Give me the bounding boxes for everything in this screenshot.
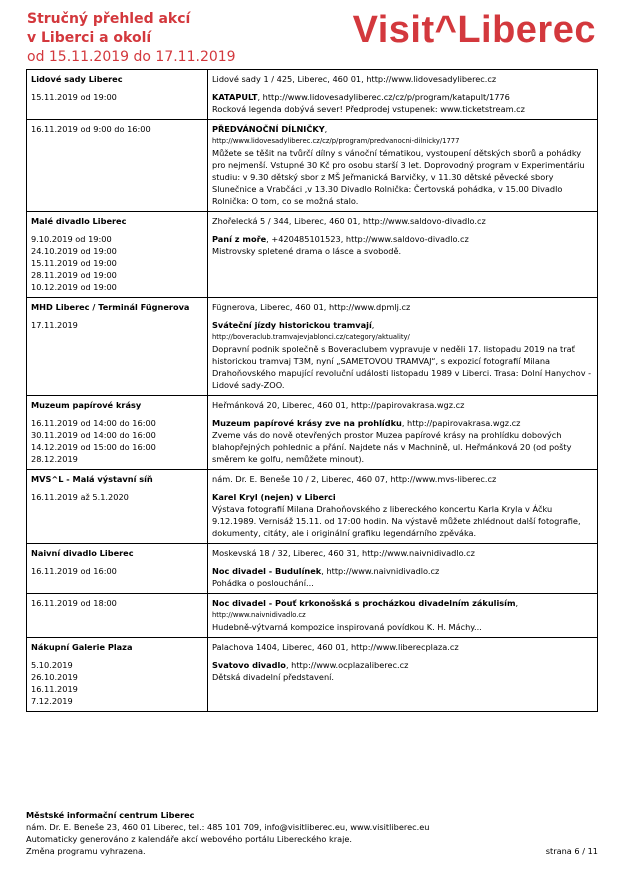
venue-name: Muzeum papírové krásy (31, 400, 142, 410)
event-date-cell (27, 70, 208, 120)
footer (26, 809, 598, 857)
title-line-2: v Liberci a okolí (27, 30, 152, 46)
event-date-cell (27, 298, 208, 396)
venue-name: MHD Liberec / Terminál Fügnerova (31, 302, 190, 312)
footer-organization: Městské informační centrum Liberec (26, 810, 195, 820)
event-title-line (212, 123, 593, 135)
event-date: 28.12.2019 (31, 454, 78, 464)
venue-address: Moskevská 18 / 32, Liberec, 460 31, http://www.naivnidivadlo.cz (212, 548, 475, 558)
title-date-range: od 15.11.2019 do 17.11.2019 (27, 49, 236, 65)
event-description: Dětská divadelní představení. (212, 672, 335, 682)
event-info-cell (208, 120, 598, 212)
event-title-line (212, 597, 593, 609)
event-date: 9.10.2019 od 19:00 (31, 234, 112, 244)
events-table (26, 69, 598, 712)
event-description: Výstava fotografií Milana Drahoňovského z libereckého koncertu Karla Kryla v Áčku 9.12.1989. Vernisáž 15.11. od 17:00 hodin. Na výstavě můžete zhlédnout další fotografie, dokumenty, citáty, ale i originální grafiku legendárního zpěváka. (212, 504, 581, 538)
event-date: 17.11.2019 (31, 320, 78, 330)
event-title: Karel Kryl (nejen) v Liberci (212, 492, 336, 502)
venue-name: Lidové sady Liberec (31, 74, 123, 84)
event-title-line (212, 233, 593, 245)
event-title: Sváteční jízdy historickou tramvají (212, 320, 372, 330)
event-description: Zveme vás do nově otevřených prostor Muzea papírové krásy na prohlídku dobových blahopřejných pohlednic a přání. Najdete nás v Machnině, ul. Heřmánková 20 (od pošty směrem ke golfu, nemůžete minout). (212, 430, 572, 464)
event-date: 14.12.2019 od 15:00 do 16:00 (31, 442, 156, 452)
page-number: strana 6 / 11 (545, 846, 598, 856)
event-date: 5.10.2019 (31, 660, 73, 670)
event-date: 10.12.2019 od 19:00 (31, 282, 117, 292)
event-url[interactable]: http://www.naivnidivadlo.cz (212, 611, 306, 619)
event-row (27, 120, 598, 212)
event-date-cell (27, 470, 208, 544)
venue-name: Malé divadlo Liberec (31, 216, 127, 226)
event-date-cell (27, 212, 208, 298)
event-date-cell (27, 638, 208, 712)
event-row (27, 470, 598, 544)
event-link[interactable]: , http://www.lidovesadyliberec.cz/cz/p/program/katapult/1776 (257, 92, 510, 102)
event-description: Mistrovsky spletené drama o lásce a svobodě. (212, 246, 402, 256)
event-url[interactable]: http://www.lidovesadyliberec.cz/cz/p/program/predvanocni-dilnicky/1777 (212, 137, 460, 145)
event-title: Svatovo divadlo (212, 660, 286, 670)
event-info-cell (208, 212, 598, 298)
event-link[interactable]: , http://www.ocplazaliberec.cz (285, 660, 409, 670)
event-row (27, 594, 598, 638)
event-link[interactable]: , +420485101523, http://www.saldovo-divadlo.cz (266, 234, 469, 244)
venue-name: Naivní divadlo Liberec (31, 548, 134, 558)
event-date: 15.11.2019 od 19:00 (31, 258, 117, 268)
event-date-cell (27, 544, 208, 594)
event-title: Noc divadel - Budulínek (212, 566, 322, 576)
event-description: Dopravní podnik společně s Boveraclubem vypravuje v neděli 17. listopadu 2019 na trať historickou tramvaj T3M, nyní „SAMETOVOU TRAMVAJ“, s expozicí fotografií Milana Drahoňovského mapující revoluční události listopadu 1989 v Liberci. Trasa: Dolní Hanychov - Lidové sady-ZOO. (212, 344, 592, 390)
venue-name: MVS^L - Malá výstavní síň (31, 474, 153, 484)
event-link[interactable]: , (515, 598, 519, 608)
event-info-cell (208, 396, 598, 470)
event-date: 24.10.2019 od 19:00 (31, 246, 117, 256)
venue-address: Zhořelecká 5 / 344, Liberec, 460 01, http://www.saldovo-divadlo.cz (212, 216, 486, 226)
event-title: Noc divadel - Pouť krkonošská s procházkou divadelním zákulisím (212, 598, 516, 608)
event-info-cell (208, 544, 598, 594)
event-date-cell (27, 120, 208, 212)
event-link[interactable]: , http://papirovakrasa.wgz.cz (401, 418, 521, 428)
event-row (27, 544, 598, 594)
document-title (27, 10, 236, 67)
event-row (27, 638, 598, 712)
event-description: Hudebně-výtvarná kompozice inspirovaná povídkou K. H. Máchy... (212, 622, 482, 632)
event-row (27, 70, 598, 120)
visitliberec-logo: Visit^Liberec (352, 9, 596, 51)
event-title-line (212, 659, 593, 671)
footer-note-changes: Změna programu vyhrazena. (26, 846, 146, 856)
event-title-line (212, 91, 593, 103)
venue-address: nám. Dr. E. Beneše 10 / 2, Liberec, 460 07, http://www.mvs-liberec.cz (212, 474, 497, 484)
event-title-line (212, 417, 593, 429)
event-date: 7.12.2019 (31, 696, 73, 706)
event-date-cell (27, 396, 208, 470)
venue-address: Lidové sady 1 / 425, Liberec, 460 01, http://www.lidovesadyliberec.cz (212, 74, 497, 84)
event-date: 16.11.2019 od 9:00 do 16:00 (31, 124, 151, 134)
event-info-cell (208, 594, 598, 638)
event-title: Muzeum papírové krásy zve na prohlídku (212, 418, 402, 428)
event-title: Paní z moře (212, 234, 267, 244)
event-link[interactable]: , http://www.naivnidivadlo.cz (321, 566, 440, 576)
event-description: Rocková legenda dobývá sever! Předprodej vstupenek: www.ticketstream.cz (212, 104, 525, 114)
event-description: Pohádka o poslouchání... (212, 578, 314, 588)
footer-note-generated: Automaticky generováno z kalendáře akcí webového portálu Libereckého kraje. (26, 834, 353, 844)
venue-address: Heřmánková 20, Liberec, 460 01, http://papirovakrasa.wgz.cz (212, 400, 465, 410)
event-info-cell (208, 470, 598, 544)
event-description: Můžete se těšit na tvůrčí dílny s vánoční tématikou, vystoupení dětských sborů a pohádky pro nejmenší. Vstupné 30 Kč pro osobu starší 3 let. Doprovodný program v Experimentáriu studiu: v 9.30 dětský sbor z MŠ Jeřmanická Barvičky, v 11.30 dětské pěvecké sbory Slunečnice a Vrabčáci ,v 13.30 Divadlo Rolnička: Čertovská pohádka, v 15.00 Divadlo Rolnička: O tom, co se možná stalo. (212, 148, 585, 206)
event-date-cell (27, 594, 208, 638)
event-date: 28.11.2019 od 19:00 (31, 270, 117, 280)
event-info-cell (208, 70, 598, 120)
venue-address: Fügnerova, Liberec, 460 01, http://www.dpmlj.cz (212, 302, 411, 312)
title-line-1: Stručný přehled akcí (27, 11, 191, 27)
event-date: 16.11.2019 až 5.1.2020 (31, 492, 129, 502)
event-link[interactable]: , (324, 124, 328, 134)
footer-contact: nám. Dr. E. Beneše 23, 460 01 Liberec, tel.: 485 101 709, info@visitliberec.eu, www.visitliberec.eu (26, 822, 430, 832)
event-url[interactable]: http://boveraclub.tramvajevjablonci.cz/category/aktuality/ (212, 333, 410, 341)
event-row (27, 396, 598, 470)
event-date: 16.11.2019 od 18:00 (31, 598, 117, 608)
event-title: PŘEDVÁNOČNÍ DÍLNIČKY (212, 124, 325, 134)
event-title-line (212, 319, 593, 331)
event-title-line (212, 565, 593, 577)
event-info-cell (208, 298, 598, 396)
event-link[interactable]: , (371, 320, 375, 330)
venue-address: Palachova 1404, Liberec, 460 01, http://www.liberecplaza.cz (212, 642, 459, 652)
event-date: 26.10.2019 (31, 672, 78, 682)
event-date: 30.11.2019 od 14:00 do 16:00 (31, 430, 156, 440)
event-title: KATAPULT (212, 92, 258, 102)
event-title-line (212, 491, 593, 503)
event-row (27, 298, 598, 396)
venue-name: Nákupní Galerie Plaza (31, 642, 133, 652)
event-row (27, 212, 598, 298)
event-date: 15.11.2019 od 19:00 (31, 92, 117, 102)
event-date: 16.11.2019 od 16:00 (31, 566, 117, 576)
event-date: 16.11.2019 od 14:00 do 16:00 (31, 418, 156, 428)
event-info-cell (208, 638, 598, 712)
event-date: 16.11.2019 (31, 684, 78, 694)
